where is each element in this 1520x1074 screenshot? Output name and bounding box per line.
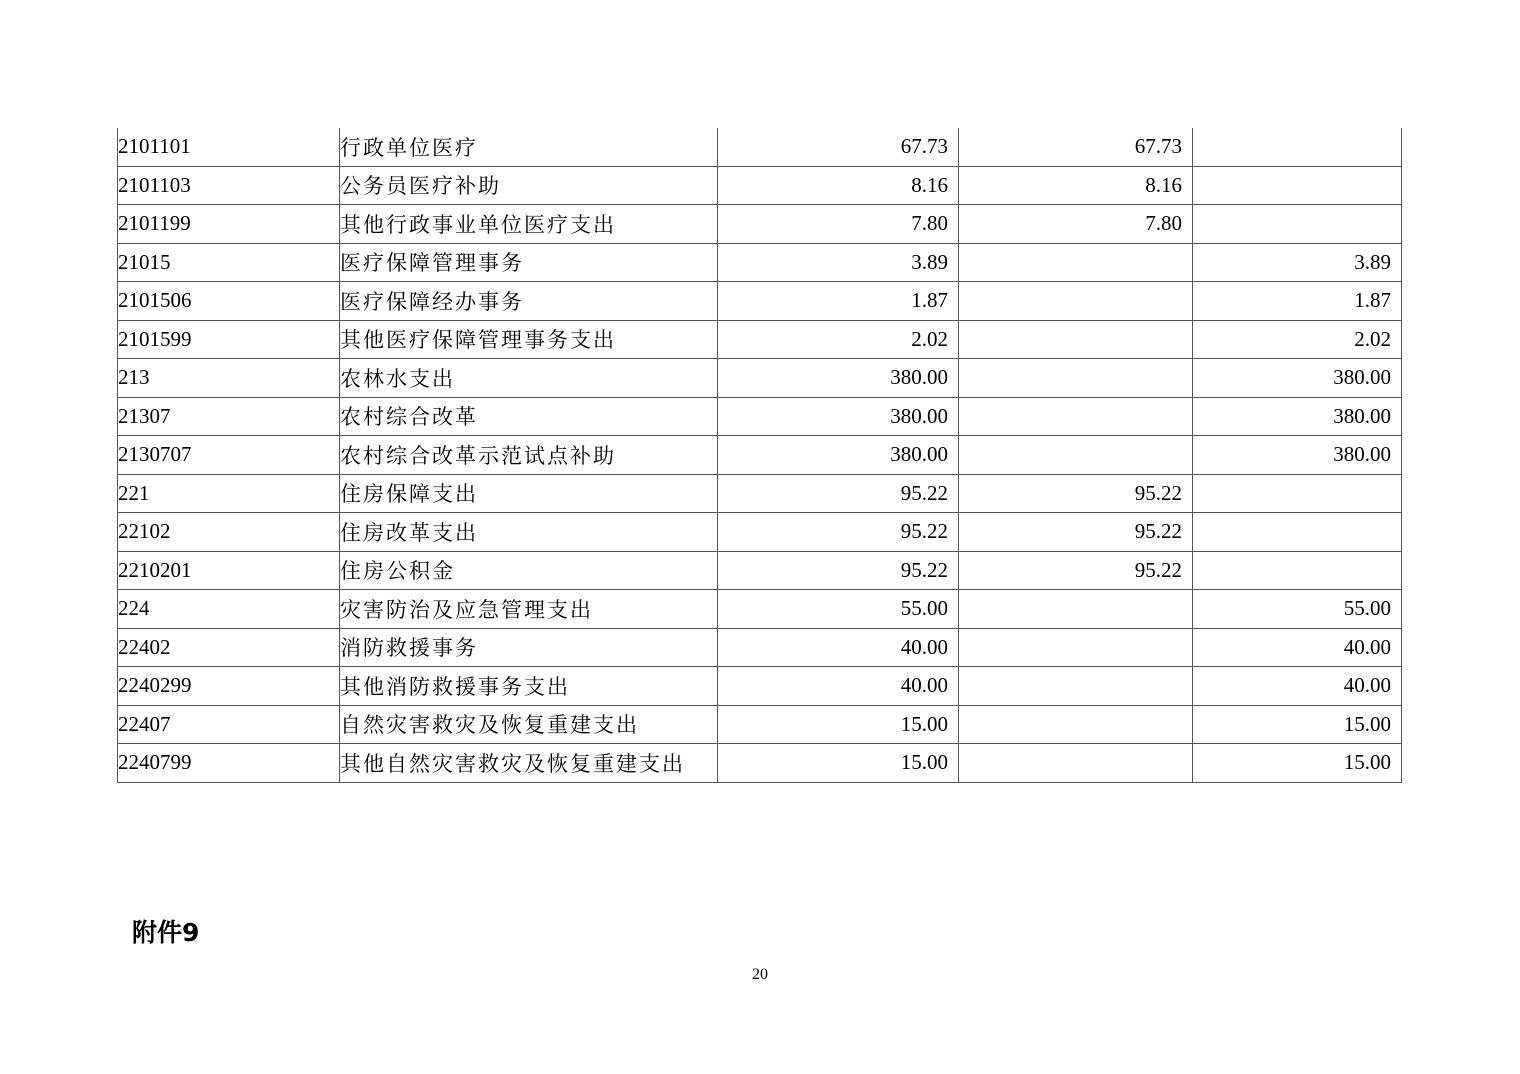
project-expenditure-cell [1193,513,1402,552]
subject-name-cell: 医疗保障经办事务 [340,282,718,321]
total-amount-cell: 8.16 [718,166,959,205]
table-row [118,474,1402,513]
subject-code-cell: 21307 [118,397,340,436]
total-amount-cell: 95.22 [718,474,959,513]
total-amount-cell: 15.00 [718,744,959,783]
total-amount-cell: 55.00 [718,590,959,629]
project-expenditure-cell: 3.89 [1193,243,1402,282]
subject-code-cell: 221 [118,474,340,513]
budget-expenditure-table [117,128,1402,783]
total-amount-cell: 40.00 [718,667,959,706]
total-amount-cell: 380.00 [718,359,959,398]
subject-name-cell: 自然灾害救灾及恢复重建支出 [340,705,718,744]
subject-code-cell: 2210201 [118,551,340,590]
subject-code-cell: 224 [118,590,340,629]
subject-name-cell: 住房改革支出 [340,513,718,552]
total-amount-cell: 7.80 [718,205,959,244]
basic-expenditure-cell: 95.22 [959,551,1193,590]
basic-expenditure-cell [959,436,1193,475]
subject-name-cell: 农林水支出 [340,359,718,398]
basic-expenditure-cell [959,744,1193,783]
basic-expenditure-cell [959,590,1193,629]
table-row [118,243,1402,282]
subject-code-cell: 22102 [118,513,340,552]
basic-expenditure-cell: 7.80 [959,205,1193,244]
subject-code-cell: 2130707 [118,436,340,475]
basic-expenditure-cell [959,320,1193,359]
project-expenditure-cell: 40.00 [1193,628,1402,667]
table-row [118,513,1402,552]
project-expenditure-cell: 380.00 [1193,436,1402,475]
project-expenditure-cell: 1.87 [1193,282,1402,321]
total-amount-cell: 95.22 [718,551,959,590]
basic-expenditure-cell: 8.16 [959,166,1193,205]
table-row [118,128,1402,166]
project-expenditure-cell: 55.00 [1193,590,1402,629]
basic-expenditure-cell [959,705,1193,744]
total-amount-cell: 380.00 [718,436,959,475]
total-amount-cell: 1.87 [718,282,959,321]
subject-name-cell: 其他医疗保障管理事务支出 [340,320,718,359]
project-expenditure-cell [1193,474,1402,513]
subject-name-cell: 其他自然灾害救灾及恢复重建支出 [340,744,718,783]
subject-code-cell: 2240299 [118,667,340,706]
subject-name-cell: 住房保障支出 [340,474,718,513]
table-row [118,320,1402,359]
page-number: 20 [752,966,768,983]
subject-name-cell: 农村综合改革 [340,397,718,436]
project-expenditure-cell: 380.00 [1193,359,1402,398]
project-expenditure-cell: 15.00 [1193,744,1402,783]
subject-name-cell: 其他行政事业单位医疗支出 [340,205,718,244]
total-amount-cell: 40.00 [718,628,959,667]
subject-code-cell: 22402 [118,628,340,667]
subject-name-cell: 行政单位医疗 [340,128,718,166]
project-expenditure-cell: 40.00 [1193,667,1402,706]
subject-name-cell: 灾害防治及应急管理支出 [340,590,718,629]
subject-name-cell: 医疗保障管理事务 [340,243,718,282]
project-expenditure-cell [1193,205,1402,244]
subject-code-cell: 22407 [118,705,340,744]
table-row [118,436,1402,475]
table-row [118,667,1402,706]
table-row [118,628,1402,667]
table-row [118,282,1402,321]
table-row [118,359,1402,398]
total-amount-cell: 2.02 [718,320,959,359]
subject-code-cell: 2101599 [118,320,340,359]
subject-name-cell: 住房公积金 [340,551,718,590]
basic-expenditure-cell [959,628,1193,667]
project-expenditure-cell [1193,166,1402,205]
project-expenditure-cell: 2.02 [1193,320,1402,359]
table-row [118,551,1402,590]
basic-expenditure-cell [959,359,1193,398]
subject-code-cell: 2101101 [118,128,340,166]
attachment-label: 附件9 [132,918,200,947]
subject-code-cell: 2101103 [118,166,340,205]
table-row [118,397,1402,436]
basic-expenditure-cell [959,282,1193,321]
table-row [118,744,1402,783]
basic-expenditure-cell: 67.73 [959,128,1193,166]
basic-expenditure-cell: 95.22 [959,513,1193,552]
subject-code-cell: 21015 [118,243,340,282]
table-row [118,590,1402,629]
subject-code-cell: 2101199 [118,205,340,244]
total-amount-cell: 95.22 [718,513,959,552]
total-amount-cell: 380.00 [718,397,959,436]
table-body [118,128,1402,782]
subject-code-cell: 213 [118,359,340,398]
subject-name-cell: 公务员医疗补助 [340,166,718,205]
subject-code-cell: 2240799 [118,744,340,783]
subject-name-cell: 农村综合改革示范试点补助 [340,436,718,475]
project-expenditure-cell [1193,551,1402,590]
subject-code-cell: 2101506 [118,282,340,321]
table-row [118,705,1402,744]
table-row [118,205,1402,244]
table-row [118,166,1402,205]
subject-name-cell: 其他消防救援事务支出 [340,667,718,706]
total-amount-cell: 67.73 [718,128,959,166]
subject-name-cell: 消防救援事务 [340,628,718,667]
project-expenditure-cell [1193,128,1402,166]
total-amount-cell: 15.00 [718,705,959,744]
basic-expenditure-cell: 95.22 [959,474,1193,513]
total-amount-cell: 3.89 [718,243,959,282]
project-expenditure-cell: 15.00 [1193,705,1402,744]
basic-expenditure-cell [959,667,1193,706]
basic-expenditure-cell [959,397,1193,436]
basic-expenditure-cell [959,243,1193,282]
project-expenditure-cell: 380.00 [1193,397,1402,436]
